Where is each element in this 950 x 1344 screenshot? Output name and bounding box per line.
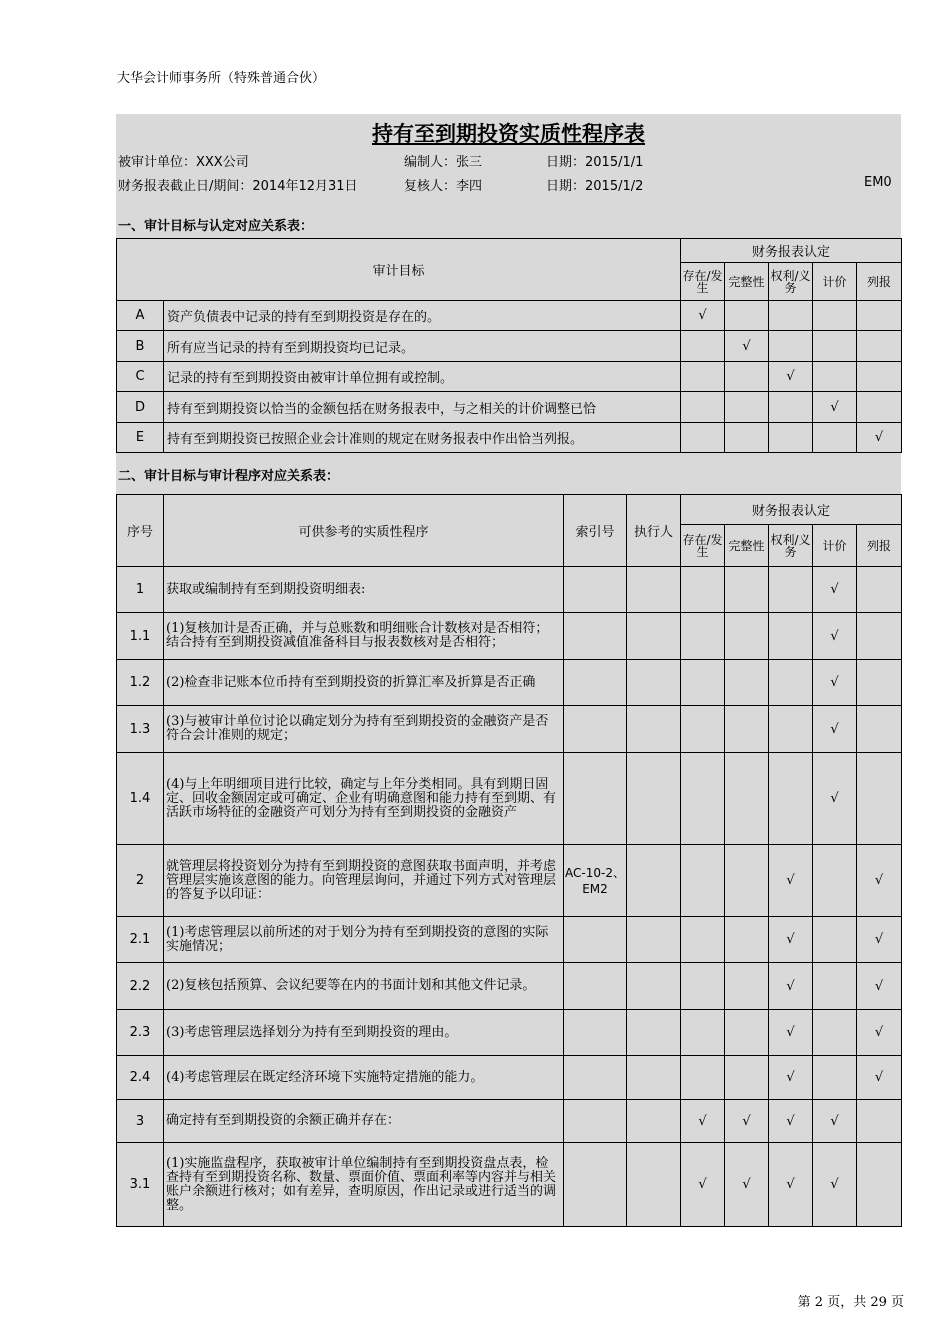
check-mark (857, 660, 902, 706)
procedure-text: (2)检查非记账本位币持有至到期投资的折算汇率及折算是否正确 (164, 660, 564, 706)
procedure-row (117, 1100, 902, 1143)
check-mark (681, 423, 725, 453)
check-mark (769, 392, 813, 423)
check-mark (857, 567, 902, 613)
index-ref (564, 1100, 627, 1143)
check-mark (813, 845, 857, 917)
check-mark (769, 753, 813, 845)
procedure-header: 可供参考的实质性程序 (164, 495, 564, 567)
executor-cell (627, 1100, 681, 1143)
check-mark (681, 392, 725, 423)
check-mark (769, 301, 813, 331)
index-ref (564, 963, 627, 1010)
check-mark: √ (725, 1143, 769, 1227)
procedure-text: (2)复核包括预算、会议纪要等在内的书面计划和其他文件记录。 (164, 963, 564, 1010)
check-mark (857, 392, 902, 423)
check-mark: √ (725, 331, 769, 362)
procedures-table (116, 494, 902, 1227)
check-mark: √ (769, 362, 813, 392)
procedure-text: (3)与被审计单位讨论以确定划分为持有至到期投资的金融资产是否符合会计准则的规定； (164, 706, 564, 753)
check-mark (725, 301, 769, 331)
objective-text: 资产负债表中记录的持有至到期投资是存在的。 (164, 301, 681, 331)
check-mark (769, 567, 813, 613)
executor-cell (627, 845, 681, 917)
check-mark (725, 1010, 769, 1056)
check-mark: √ (857, 1010, 902, 1056)
section1-heading: 一、审计目标与认定对应关系表： (118, 219, 314, 234)
assertion-header: 权利/义务 (769, 263, 813, 301)
page-number: 第 2 页，共 29 页 (797, 1295, 904, 1310)
check-mark: √ (813, 706, 857, 753)
assertion-group-header: 财务报表认定 (681, 239, 902, 263)
check-mark (857, 362, 902, 392)
check-mark: √ (769, 1143, 813, 1227)
check-mark: √ (857, 917, 902, 963)
executor-cell (627, 1143, 681, 1227)
procedure-row (117, 753, 902, 845)
check-mark (681, 1056, 725, 1100)
check-mark (681, 917, 725, 963)
check-mark: √ (813, 753, 857, 845)
index-ref (564, 1143, 627, 1227)
check-mark (681, 963, 725, 1010)
objective-text: 记录的持有至到期投资由被审计单位拥有或控制。 (164, 362, 681, 392)
check-mark: √ (769, 917, 813, 963)
procedure-no: 3.1 (117, 1143, 164, 1227)
procedure-row (117, 567, 902, 613)
check-mark: √ (857, 423, 902, 453)
assertion-header: 完整性 (725, 525, 769, 567)
check-mark: √ (769, 963, 813, 1010)
check-mark (725, 845, 769, 917)
date1-label: 日期：2015/1/1 (546, 155, 644, 170)
worksheet (116, 114, 901, 1227)
objective-code: B (117, 331, 164, 362)
no-header: 序号 (117, 495, 164, 567)
check-mark (681, 362, 725, 392)
procedure-no: 1.4 (117, 753, 164, 845)
objective-code: E (117, 423, 164, 453)
check-mark: √ (813, 660, 857, 706)
check-mark: √ (813, 1143, 857, 1227)
objective-row (117, 423, 902, 453)
procedure-row (117, 963, 902, 1010)
check-mark (725, 963, 769, 1010)
check-mark (769, 613, 813, 660)
assertion-header: 存在/发生 (681, 525, 725, 567)
check-mark: √ (769, 1100, 813, 1143)
check-mark (813, 301, 857, 331)
check-mark (769, 706, 813, 753)
check-mark: √ (857, 845, 902, 917)
assertion-header: 完整性 (725, 263, 769, 301)
period-label: 财务报表截止日/期间：2014年12月31日 (118, 179, 358, 194)
check-mark: √ (725, 1100, 769, 1143)
index-code: EM0 (864, 175, 892, 190)
procedure-text: (4)考虑管理层在既定经济环境下实施特定措施的能力。 (164, 1056, 564, 1100)
procedure-text: (1)复核加计是否正确，并与总账数和明细账合计数核对是否相符；结合持有至到期投资减值准备科目与报表数核对是否相符； (164, 613, 564, 660)
check-mark (813, 1010, 857, 1056)
check-mark (681, 706, 725, 753)
check-mark (857, 1100, 902, 1143)
check-mark (681, 753, 725, 845)
auditee-label: 被审计单位：XXX公司 (118, 155, 249, 170)
check-mark (725, 706, 769, 753)
check-mark (857, 331, 902, 362)
check-mark (857, 613, 902, 660)
executor-cell (627, 1010, 681, 1056)
procedure-row (117, 845, 902, 917)
objective-text: 持有至到期投资以恰当的金额包括在财务报表中，与之相关的计价调整已恰 (164, 392, 681, 423)
procedure-row (117, 613, 902, 660)
reviewer-label: 复核人：李四 (404, 179, 483, 194)
procedure-no: 1.1 (117, 613, 164, 660)
assertion-header: 列报 (857, 263, 902, 301)
objectives-table (116, 238, 902, 453)
check-mark (725, 1056, 769, 1100)
check-mark: √ (813, 392, 857, 423)
objective-row (117, 392, 902, 423)
assertion-header: 存在/发生 (681, 263, 725, 301)
check-mark (681, 613, 725, 660)
preparer-label: 编制人：张三 (404, 155, 483, 170)
executor-cell (627, 1056, 681, 1100)
check-mark: √ (769, 1056, 813, 1100)
procedure-text: (1)实施监盘程序，获取被审计单位编制持有至到期投资盘点表，检查持有至到期投资名称、数量、票面价值、票面利率等内容并与相关账户余额进行核对；如有差异，查明原因，作出记录或进行适当的调整。 (164, 1143, 564, 1227)
procedure-row (117, 660, 902, 706)
procedure-no: 2.4 (117, 1056, 164, 1100)
procedure-text: (4)与上年明细项目进行比较，确定与上年分类相同。具有到期日固定、回收金额固定或可确定、企业有明确意图和能力持有至到期、有活跃市场特征的金融资产可划分为持有至到期投资的金融资产 (164, 753, 564, 845)
check-mark (813, 423, 857, 453)
executor-cell (627, 567, 681, 613)
index-ref (564, 660, 627, 706)
check-mark: √ (681, 301, 725, 331)
check-mark (813, 963, 857, 1010)
check-mark (681, 331, 725, 362)
procedure-no: 1 (117, 567, 164, 613)
assertion-header: 计价 (813, 263, 857, 301)
index-ref (564, 613, 627, 660)
executor-cell (627, 753, 681, 845)
check-mark (813, 362, 857, 392)
index-ref (564, 753, 627, 845)
index-ref: AC-10-2、EM2 (564, 845, 627, 917)
check-mark (725, 917, 769, 963)
procedure-no: 2.1 (117, 917, 164, 963)
assertion-header: 权利/义务 (769, 525, 813, 567)
check-mark: √ (681, 1100, 725, 1143)
objective-header: 审计目标 (117, 239, 681, 301)
executor-cell (627, 660, 681, 706)
objective-row (117, 301, 902, 331)
index-ref (564, 1056, 627, 1100)
check-mark (813, 917, 857, 963)
procedure-text: (3)考虑管理层选择划分为持有至到期投资的理由。 (164, 1010, 564, 1056)
section2-heading: 二、审计目标与审计程序对应关系表： (118, 469, 340, 484)
check-mark (725, 660, 769, 706)
check-mark: √ (813, 613, 857, 660)
procedure-no: 1.3 (117, 706, 164, 753)
assertion-group-header-2: 财务报表认定 (681, 495, 902, 525)
executor-header: 执行人 (627, 495, 681, 567)
check-mark: √ (813, 1100, 857, 1143)
date2-label: 日期：2015/1/2 (546, 179, 644, 194)
check-mark (681, 1010, 725, 1056)
index-ref (564, 917, 627, 963)
page-title: 持有至到期投资实质性程序表 (372, 122, 645, 146)
check-mark (681, 567, 725, 613)
procedure-text: 就管理层将投资划分为持有至到期投资的意图获取书面声明，并考虑管理层实施该意图的能力。向管理层询问，并通过下列方式对管理层的答复予以印证： (164, 845, 564, 917)
check-mark (681, 845, 725, 917)
executor-cell (627, 917, 681, 963)
check-mark: √ (857, 1056, 902, 1100)
procedure-no: 1.2 (117, 660, 164, 706)
procedure-row (117, 917, 902, 963)
check-mark (857, 1143, 902, 1227)
check-mark (857, 753, 902, 845)
check-mark (725, 423, 769, 453)
objective-text: 所有应当记录的持有至到期投资均已记录。 (164, 331, 681, 362)
procedure-text: (1)考虑管理层以前所述的对于划分为持有至到期投资的意图的实际实施情况； (164, 917, 564, 963)
objective-row (117, 362, 902, 392)
index-ref (564, 567, 627, 613)
procedure-row (117, 1056, 902, 1100)
check-mark (725, 392, 769, 423)
firm-name: 大华会计师事务所（特殊普通合伙） (117, 71, 326, 86)
check-mark (681, 660, 725, 706)
check-mark (725, 753, 769, 845)
procedure-text: 获取或编制持有至到期投资明细表: (164, 567, 564, 613)
check-mark: √ (769, 1010, 813, 1056)
check-mark (725, 362, 769, 392)
check-mark (769, 331, 813, 362)
procedure-text: 确定持有至到期投资的余额正确并存在： (164, 1100, 564, 1143)
procedure-no: 2 (117, 845, 164, 917)
procedure-row (117, 1143, 902, 1227)
check-mark (857, 301, 902, 331)
executor-cell (627, 706, 681, 753)
objective-code: A (117, 301, 164, 331)
check-mark (813, 1056, 857, 1100)
index-ref (564, 1010, 627, 1056)
assertion-header: 计价 (813, 525, 857, 567)
procedure-row (117, 706, 902, 753)
check-mark (725, 567, 769, 613)
objective-row (117, 331, 902, 362)
index-ref (564, 706, 627, 753)
procedure-no: 2.2 (117, 963, 164, 1010)
check-mark (769, 660, 813, 706)
check-mark (813, 331, 857, 362)
assertion-header: 列报 (857, 525, 902, 567)
index-header: 索引号 (564, 495, 627, 567)
check-mark (857, 706, 902, 753)
procedure-no: 2.3 (117, 1010, 164, 1056)
check-mark: √ (857, 963, 902, 1010)
check-mark (725, 613, 769, 660)
procedure-row (117, 1010, 902, 1056)
executor-cell (627, 963, 681, 1010)
procedure-no: 3 (117, 1100, 164, 1143)
check-mark (769, 423, 813, 453)
check-mark: √ (813, 567, 857, 613)
objective-text: 持有至到期投资已按照企业会计准则的规定在财务报表中作出恰当列报。 (164, 423, 681, 453)
check-mark: √ (769, 845, 813, 917)
objective-code: D (117, 392, 164, 423)
objective-code: C (117, 362, 164, 392)
check-mark: √ (681, 1143, 725, 1227)
executor-cell (627, 613, 681, 660)
